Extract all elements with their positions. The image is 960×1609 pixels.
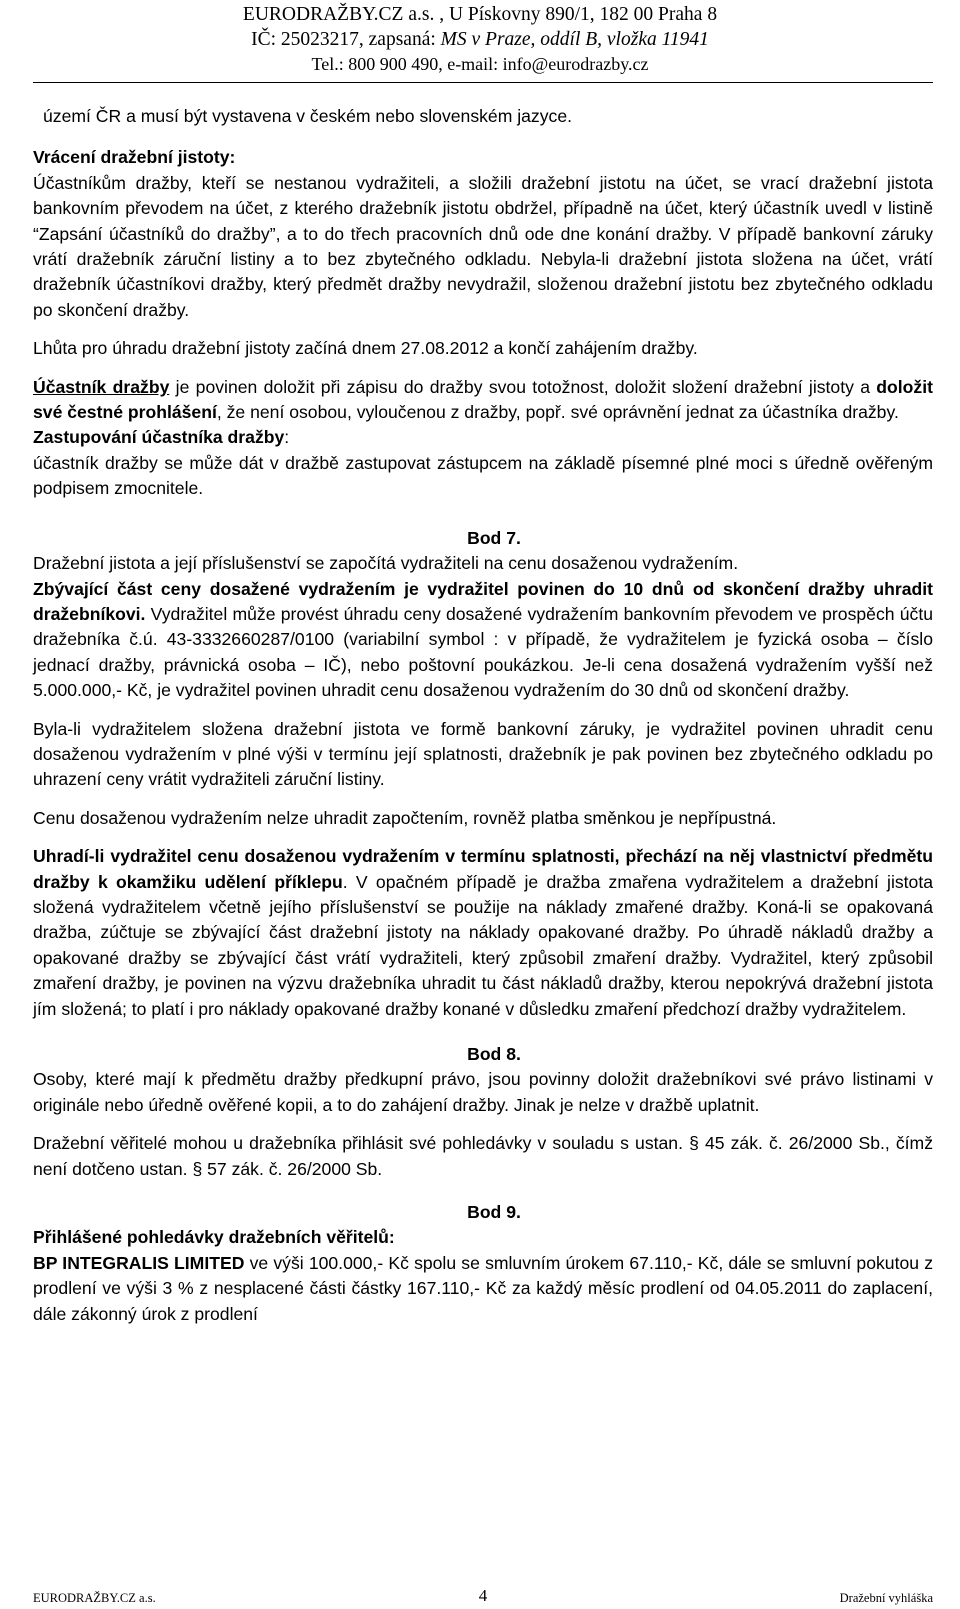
- bod-9-heading: Bod 9.: [467, 1202, 521, 1223]
- lhuta-paragraph: Lhůta pro úhradu dražební jistoty začíná dnem 27.08.2012 a končí zahájením dražby.: [33, 338, 698, 359]
- company-registration-line: IČ: 25023217, zapsaná: MS v Praze, oddíl B, vložka 11941: [251, 29, 709, 50]
- footer-document-title: Dražební vyhláška: [839, 1591, 933, 1605]
- document-body: [33, 104, 933, 1327]
- footer-company: EURODRAŽBY.CZ a.s.: [33, 1591, 156, 1605]
- bod-7-offset-paragraph: Cenu dosaženou vydražením nelze uhradit započtením, rovněž platba směnkou je nepřípustná.: [33, 807, 777, 828]
- bod-8-heading: Bod 8.: [467, 1044, 521, 1064]
- company-address-line: EURODRAŽBY.CZ a.s. , U Pískovny 890/1, 182 00 Praha 8: [242, 4, 718, 25]
- bod-7-guarantee-paragraph: Byla-li vydražitelem složena dražební jistota ve formě bankovní záruky, je vydražitel povinen uhradit cenu dosaženou vydražením v plné výši v termínu její splatnosti, dražebník je pak povinen bez zbytečného odkladu po uhrazení ceny vrátit vydražiteli záruční listiny.: [33, 718, 933, 790]
- bod-7-heading: Bod 7.: [467, 527, 521, 548]
- bod-7-payment-paragraph: Zbývající část ceny dosažené vydražením je vydražitel povinen do 10 dnů od skončení dražby uhradit dražebníkovi. Vydražitel může provést úhradu ceny dosažené vydražením bankovním převodem ve prospěch účtu dražebníka č.ú. 43-3332660287/0100 (variabilní symbol : v případě, že vydražitelem je fyzická osoba – číslo jednací dražby, právnická osoba – IČ), nebo poštovní poukázkou. Je-li cena dosažená vydražením vyšší než 5.000.000,- Kč, je vydražitel povinen uhradit cenu dosaženou vydražením do 30 dnů od skončení dražby.: [33, 578, 933, 701]
- zastupovani-heading: Zastupování účastníka dražby:: [33, 427, 290, 448]
- header-divider: [33, 82, 933, 83]
- bod-9-claims-heading: Přihlášené pohledávky dražebních věřitelů:: [33, 1227, 395, 1248]
- vraceni-heading: Vrácení dražební jistoty:: [33, 147, 236, 168]
- bod-8-preemption-paragraph: Osoby, které mají k předmětu dražby předkupní právo, jsou povinny doložit dražebníkovi své právo listinami v originále nebo úředně ověřené kopii, a to do zahájení dražby. Jinak je nelze v dražbě uplatnit.: [33, 1069, 933, 1115]
- vraceni-paragraph: Účastníkům dražby, kteří se nestanou vydražiteli, a složili dražební jistotu na účet, se vrací dražební jistota bankovním převodem na účet, z kterého dražebník jistotu obdržel, případně na účet, který účastník uvedl v listině “Zapsání účastníků do dražby”, a to do třech pracovních dnů ode dne konání dražby. V případě bankovní záruky vrátí dražebník záruční listiny a to bez zbytečného odkladu. Nebyla-li dražební jistota složena na účet, vrátí dražebník účastníkovi dražby, který předmět dražby nevydražil, složenou dražební jistotu bez zbytečného odkladu po skončení dražby.: [33, 172, 934, 320]
- bod-8-creditors-paragraph: Dražební věřitelé mohou u dražebníka přihlásit své pohledávky v souladu s ustan. § 45 zák. č. 26/2000 Sb., čímž není dotčeno ustan. § 57 zák. č. 26/2000 Sb.: [33, 1133, 933, 1179]
- bod-7-ownership-paragraph: Uhradí-li vydražitel cenu dosaženou vydražením v termínu splatnosti, přechází na něj vlastnictví předmětu dražby k okamžiku udělení příklepu. V opačném případě je dražba zmařena vydražitelem a dražební jistota složená vydražitelem včetně jejího příslušenství se použije na náklady zmařené dražby. Koná-li se opakovaná dražba, zúčtuje se zbývající část dražební jistoty na náklady opakované dražby. Po úhradě nákladů dražby a opakované dražby se zbývající část vrátí vydražiteli, který způsobil zmaření dražby. Vydražitel, který způsobil zmaření dražby, je povinen na výzvu dražebníka uhradit tu část nákladů dražby, kterou nepokrývá dražební jistota jím složená; to platí i pro náklady opakované dražby konané v důsledku zmaření předchozí dražby vydražitelem.: [33, 846, 933, 1019]
- footer-page-number: 4: [478, 1586, 488, 1605]
- company-contact-line: Tel.: 800 900 490, e-mail: info@eurodrazby.cz: [311, 54, 649, 74]
- bod-7-first-line: Dražební jistota a její příslušenství se započítá vydražiteli na cenu dosaženou vydražením.: [33, 553, 739, 574]
- page-footer: [33, 1582, 933, 1607]
- bod-9-claim-paragraph: BP INTEGRALIS LIMITED ve výši 100.000,- Kč spolu se smluvním úrokem 67.110,- Kč, dále se smluvní pokutou z prodlení ve výši 3 % z nesplacené části částky 167.110,- Kč za každý měsíc prodlení od 04.05.2011 do zaplacení, dále zákonný úrok z prodlení: [33, 1252, 934, 1324]
- ucastnik-paragraph: Účastník dražby je povinen doložit při zápisu do dražby svou totožnost, doložit složení dražební jistoty a doložit své čestné prohlášení, že není osobou, vyloučenou z dražby, popř. své oprávnění jednat za účastníka dražby.: [33, 376, 933, 423]
- page-header: [0, 2, 960, 77]
- zastupovani-paragraph: účastník dražby se může dát v dražbě zastupovat zástupcem na základě písemné plné moci s úředně ověřeným podpisem zmocnitele.: [33, 452, 933, 499]
- intro-paragraph: území ČR a musí být vystavena v českém nebo slovenském jazyce.: [43, 106, 572, 126]
